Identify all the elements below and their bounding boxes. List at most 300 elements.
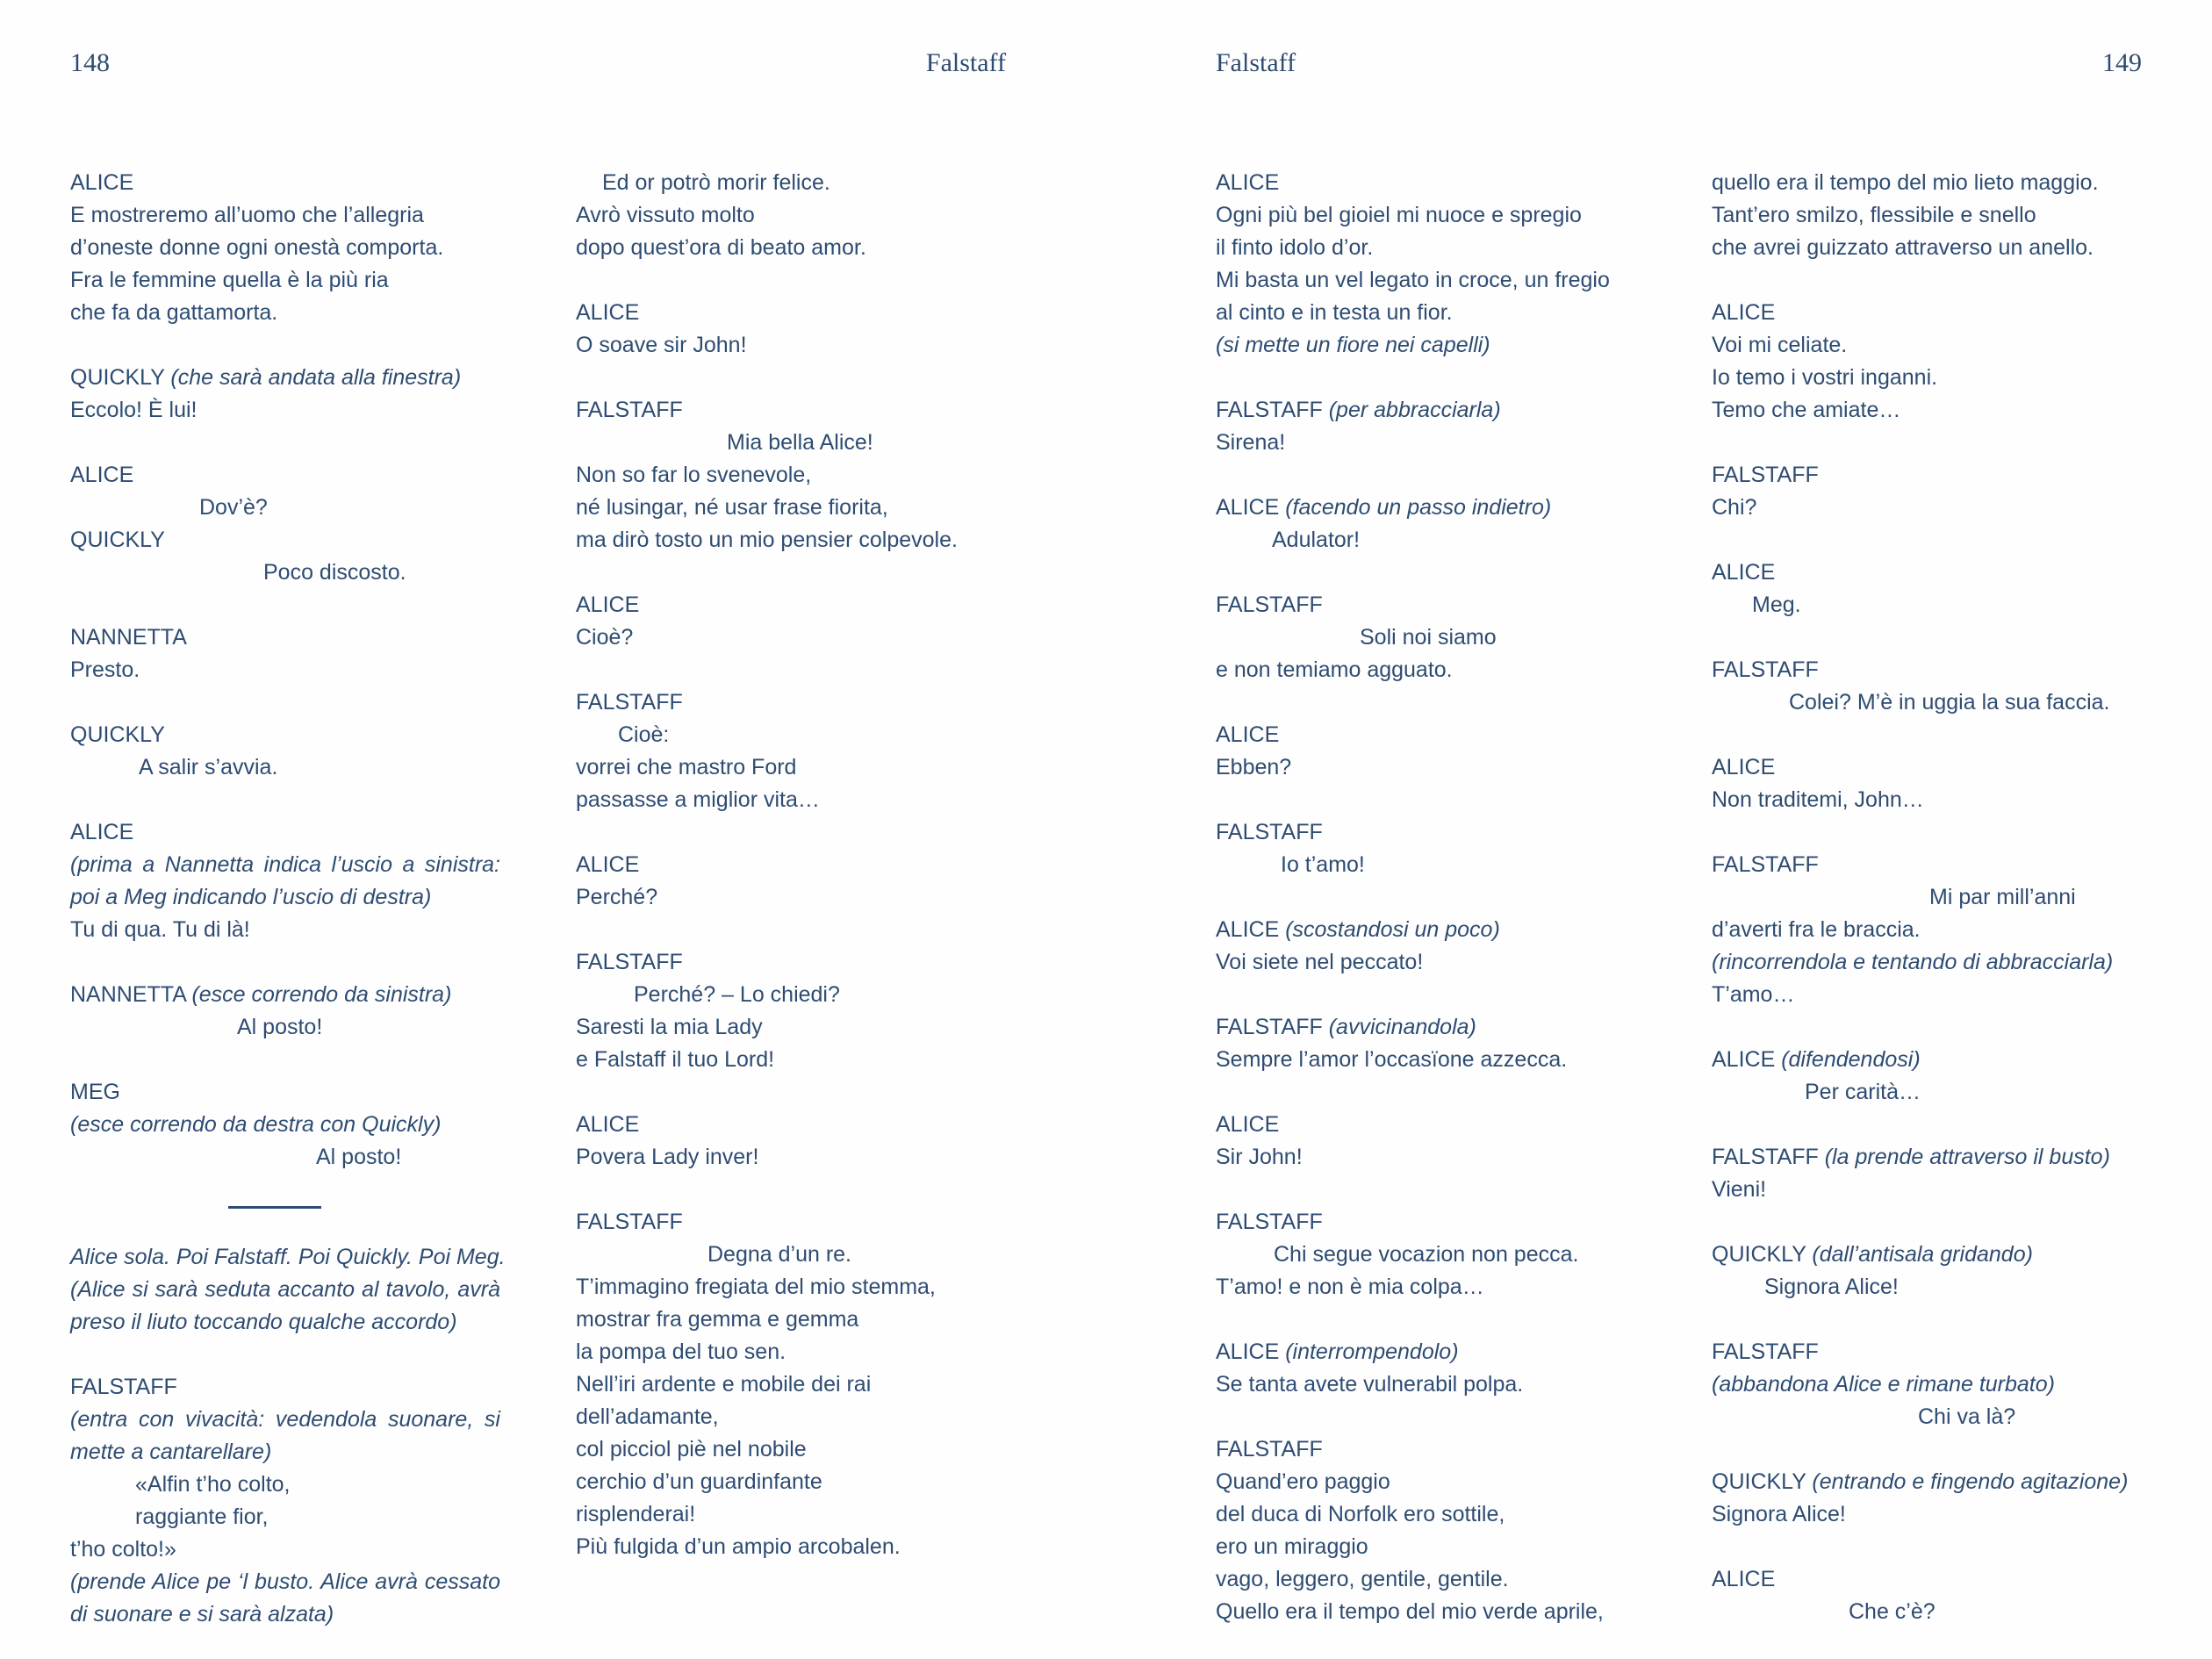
libretto-line [70, 1598, 500, 1631]
speaker-name: ALICE [576, 852, 640, 877]
libretto-line [1216, 199, 1646, 232]
page-number: 149 [2102, 48, 2142, 77]
stage-direction: (si mette un fiore nei capelli) [1216, 333, 1490, 357]
verse-text: Cioè: [618, 722, 670, 747]
speaker-name: ALICE [1712, 755, 1776, 779]
libretto-line [1216, 751, 1646, 784]
libretto-line [1712, 751, 2142, 784]
libretto-line [576, 167, 1006, 199]
libretto-line [1216, 1466, 1646, 1498]
dialogue-block [70, 459, 500, 589]
stage-direction: (la prende attraverso il busto) [1824, 1145, 2110, 1169]
stage-direction: (dall’antisala gridando) [1812, 1242, 2033, 1267]
verse-text: Al posto! [237, 1015, 323, 1039]
verse-text: Più fulgida d’un ampio arcobalen. [576, 1534, 901, 1559]
stage-direction: (abbandona Alice e rimane turbato) [1712, 1372, 2055, 1397]
stage-direction: (esce correndo da destra con Quickly) [70, 1112, 442, 1137]
verse-text: Colei? M’è in uggia la sua faccia. [1789, 690, 2110, 715]
verse-text: Saresti la mia Lady [576, 1015, 763, 1039]
dialogue-block [1712, 751, 2142, 816]
dialogue-block [70, 719, 500, 784]
libretto-line [1216, 946, 1646, 979]
libretto-line [1712, 881, 2142, 914]
libretto-line [1216, 1239, 1646, 1271]
dialogue-block [1712, 1044, 2142, 1109]
dialogue-block [576, 1206, 1006, 1563]
stage-direction: (per abbracciarla) [1328, 398, 1501, 422]
speaker-name: FALSTAFF [1712, 463, 1819, 487]
libretto-line [576, 1466, 1006, 1498]
libretto-line [70, 492, 500, 524]
text-columns [1216, 167, 2142, 1628]
verse-text: del duca di Norfolk ero sottile, [1216, 1502, 1505, 1526]
libretto-line [1712, 492, 2142, 524]
libretto-line [1712, 979, 2142, 1011]
libretto-line [1712, 914, 2142, 946]
stage-direction: (rincorrendola e tentando di abbracciarla) [1712, 950, 2114, 974]
dialogue-block [70, 816, 500, 946]
speaker-name: ALICE [70, 170, 134, 195]
libretto-line [576, 589, 1006, 621]
libretto-line [576, 621, 1006, 654]
libretto-line [70, 751, 500, 784]
verse-text: Mi basta un vel legato in croce, un fregio [1216, 268, 1610, 292]
verse-text: Ebben? [1216, 755, 1292, 779]
libretto-line [1216, 1206, 1646, 1239]
dialogue-block [1216, 589, 1646, 686]
speaker-name: NANNETTA [70, 982, 192, 1007]
verse-text: vago, leggero, gentile, gentile. [1216, 1567, 1509, 1591]
libretto-line [1216, 264, 1646, 297]
dialogue-block [576, 849, 1006, 914]
verse-text: Tant’ero smilzo, flessibile e snello [1712, 203, 2036, 227]
verse-text: Eccolo! È lui! [70, 398, 198, 422]
speaker-name: FALSTAFF [576, 690, 683, 715]
libretto-line [1216, 1498, 1646, 1531]
stage-direction: (interrompendolo) [1285, 1339, 1459, 1364]
verse-text: Signora Alice! [1712, 1502, 1846, 1526]
verse-text: Degna d’un re. [707, 1242, 852, 1267]
dialogue-block [1216, 719, 1646, 784]
libretto-line [70, 1404, 500, 1436]
dialogue-block [1712, 167, 2142, 264]
speaker-name: FALSTAFF [576, 398, 683, 422]
libretto-line [70, 1501, 500, 1533]
stage-direction: (entra con vivacità: vedendola suonare, si [70, 1407, 500, 1432]
dialogue-block [1712, 654, 2142, 719]
stage-direction: di suonare e si sarà alzata) [70, 1602, 334, 1627]
dialogue-block [1216, 1011, 1646, 1076]
verse-text: A salir s’avvia. [139, 755, 278, 779]
libretto-line [70, 1533, 500, 1566]
libretto-line [1216, 329, 1646, 362]
verse-text: T’amo! e non è mia colpa… [1216, 1275, 1484, 1299]
verse-text: dopo quest’ora di beato amor. [576, 235, 866, 260]
libretto-column-3 [1216, 167, 1646, 1628]
dialogue-block [1712, 297, 2142, 427]
stage-direction: mette a cantarellare) [70, 1440, 272, 1464]
libretto-line [1712, 1368, 2142, 1401]
libretto-line [1216, 394, 1646, 427]
verse-text: Io t’amo! [1281, 852, 1365, 877]
libretto-line [70, 1436, 500, 1469]
dialogue-block [1712, 459, 2142, 524]
libretto-line [1216, 427, 1646, 459]
verse-text: Sir John! [1216, 1145, 1303, 1169]
libretto-line [1216, 492, 1646, 524]
stage-direction: (entrando e fingendo agitazione) [1812, 1469, 2129, 1494]
libretto-line [70, 1241, 506, 1274]
libretto-line [70, 167, 500, 199]
verse-text: Perché? – Lo chiedi? [634, 982, 840, 1007]
speaker-name: ALICE [576, 1112, 640, 1137]
libretto-line [1216, 849, 1646, 881]
libretto-line [576, 199, 1006, 232]
dialogue-block [576, 589, 1006, 654]
libretto-line [1712, 654, 2142, 686]
libretto-line [1216, 1531, 1646, 1563]
libretto-line [1712, 1596, 2142, 1628]
libretto-line [576, 524, 1006, 557]
libretto-line [70, 1306, 500, 1339]
verse-text: Povera Lady inver! [576, 1145, 759, 1169]
dialogue-block [1216, 914, 1646, 979]
verse-text: Al posto! [316, 1145, 402, 1169]
dialogue-block [576, 1109, 1006, 1174]
libretto-line [1712, 362, 2142, 394]
libretto-line [576, 1011, 1006, 1044]
verse-text: Quand’ero paggio [1216, 1469, 1390, 1494]
libretto-line [1712, 1271, 2142, 1304]
libretto-line [70, 297, 500, 329]
libretto-line [1216, 621, 1646, 654]
speaker-name: FALSTAFF [70, 1375, 177, 1399]
libretto-line [1216, 816, 1646, 849]
libretto-line [70, 1566, 500, 1598]
dialogue-block [1216, 492, 1646, 557]
libretto-line [576, 686, 1006, 719]
libretto-line [576, 1044, 1006, 1076]
libretto-line [1712, 1563, 2142, 1596]
speaker-name: FALSTAFF [1216, 592, 1323, 617]
libretto-line [576, 297, 1006, 329]
dialogue-block [576, 167, 1006, 264]
dialogue-block [70, 167, 500, 329]
page-header-right [1216, 47, 2142, 79]
speaker-name: FALSTAFF [1216, 1210, 1323, 1234]
libretto-line [1712, 1174, 2142, 1206]
speaker-name: ALICE [1712, 300, 1776, 325]
verse-text: ma dirò tosto un mio pensier colpevole. [576, 528, 958, 552]
verse-text: Non traditemi, John… [1712, 787, 1924, 812]
libretto-line [1712, 1336, 2142, 1368]
speaker-name: FALSTAFF [1216, 1015, 1329, 1039]
verse-text: Ogni più bel gioiel mi nuoce e spregio [1216, 203, 1582, 227]
speaker-name: QUICKLY [70, 528, 165, 552]
verse-text: né lusingar, né usar frase fiorita, [576, 495, 888, 520]
verse-text: T’amo… [1712, 982, 1795, 1007]
libretto-line [1216, 1368, 1646, 1401]
speaker-name: FALSTAFF [1216, 398, 1329, 422]
verse-text: Mia bella Alice! [727, 430, 873, 455]
verse-text: Se tanta avete vulnerabil polpa. [1216, 1372, 1524, 1397]
libretto-line [576, 1141, 1006, 1174]
libretto-line [1712, 167, 2142, 199]
verse-text: Io temo i vostri inganni. [1712, 365, 1938, 390]
dialogue-block [576, 394, 1006, 557]
stage-direction: (facendo un passo indietro) [1285, 495, 1552, 520]
libretto-line [576, 1336, 1006, 1368]
libretto-line [576, 1368, 1006, 1401]
speaker-name: ALICE [1216, 1339, 1286, 1364]
speaker-name: ALICE [1216, 1112, 1280, 1137]
verse-text: Ed or potrò morir felice. [602, 170, 830, 195]
libretto-line [1712, 394, 2142, 427]
verse-text: Adulator! [1272, 528, 1361, 552]
stage-direction: preso il liuto toccando qualche accordo) [70, 1310, 457, 1334]
verse-text: Cioè? [576, 625, 634, 650]
stage-direction: (esce correndo da sinistra) [191, 982, 452, 1007]
libretto-line [576, 1304, 1006, 1336]
verse-text: Tu di qua. Tu di là! [70, 917, 250, 942]
verse-text: Avrò vissuto molto [576, 203, 755, 227]
verse-text: d’oneste donne ogni onestà comporta. [70, 235, 444, 260]
verse-text: E mostreremo all’uomo che l’allegria [70, 203, 424, 227]
verse-text: Vieni! [1712, 1177, 1767, 1202]
libretto-line [1216, 232, 1646, 264]
verse-text: T’immagino fregiata del mio stemma, [576, 1275, 936, 1299]
libretto-line [1712, 1141, 2142, 1174]
libretto-line [70, 914, 500, 946]
libretto-line [70, 1371, 500, 1404]
libretto-line [1216, 719, 1646, 751]
verse-text: Soli noi siamo [1360, 625, 1497, 650]
speaker-name: QUICKLY [70, 365, 171, 390]
verse-text: Signora Alice! [1764, 1275, 1899, 1299]
verse-text: Che c’è? [1849, 1599, 1936, 1624]
libretto-line [576, 1498, 1006, 1531]
libretto-line [576, 784, 1006, 816]
libretto-line [1216, 1596, 1646, 1628]
libretto-line [70, 459, 500, 492]
libretto-line [1216, 1141, 1646, 1174]
dialogue-block [1712, 849, 2142, 1011]
verse-text: Chi segue vocazion non pecca. [1274, 1242, 1579, 1267]
libretto-line [70, 557, 500, 589]
libretto-line [70, 654, 500, 686]
libretto-line [70, 232, 500, 264]
dialogue-block [1712, 1141, 2142, 1206]
stage-direction: poi a Meg indicando l’uscio di destra) [70, 885, 432, 909]
speaker-name: ALICE [1712, 1047, 1782, 1072]
dialogue-block [1216, 816, 1646, 881]
speaker-name: FALSTAFF [576, 1210, 683, 1234]
verse-text: mostrar fra gemma e gemma [576, 1307, 859, 1332]
libretto-line [1712, 459, 2142, 492]
speaker-name: ALICE [1712, 560, 1776, 585]
verse-text: vorrei che mastro Ford [576, 755, 797, 779]
verse-text: e non temiamo agguato. [1216, 657, 1453, 682]
verse-text: ero un miraggio [1216, 1534, 1368, 1559]
verse-text: Sirena! [1216, 430, 1286, 455]
speaker-name: ALICE [1216, 170, 1280, 195]
libretto-line [1216, 1336, 1646, 1368]
libretto-line [576, 979, 1006, 1011]
libretto-line [576, 232, 1006, 264]
libretto-line [1216, 1563, 1646, 1596]
stage-direction: (difendendosi) [1781, 1047, 1921, 1072]
stage-direction: (scostandosi un poco) [1285, 917, 1500, 942]
libretto-line [1712, 1044, 2142, 1076]
stage-direction: (prende Alice pe ‘l busto. Alice avrà cessato [70, 1569, 500, 1594]
libretto-line [576, 881, 1006, 914]
speaker-name: FALSTAFF [1712, 1145, 1825, 1169]
libretto-line [576, 849, 1006, 881]
stage-direction: (che sarà andata alla finestra) [170, 365, 462, 390]
dialogue-block [70, 1076, 500, 1174]
libretto-line [1712, 329, 2142, 362]
verse-text: il finto idolo d’or. [1216, 235, 1374, 260]
speaker-name: ALICE [1712, 1567, 1776, 1591]
verse-text: che avrei guizzato attraverso un anello. [1712, 235, 2094, 260]
libretto-line [576, 329, 1006, 362]
verse-text: quello era il tempo del mio lieto maggio. [1712, 170, 2099, 195]
libretto-line [1712, 199, 2142, 232]
libretto-line [1216, 914, 1646, 946]
libretto-line [576, 1206, 1006, 1239]
dialogue-block [70, 1206, 500, 1209]
libretto-line [1216, 1011, 1646, 1044]
libretto-column-4 [1712, 167, 2142, 1628]
libretto-line [70, 199, 500, 232]
libretto-line [70, 264, 500, 297]
libretto-line [1712, 1466, 2142, 1498]
verse-text: «Alfin t’ho colto, [135, 1472, 291, 1497]
libretto-line [1216, 1433, 1646, 1466]
libretto-line [1712, 849, 2142, 881]
libretto-line [1712, 232, 2142, 264]
page-header-left [70, 47, 1006, 79]
libretto-line [1216, 1109, 1646, 1141]
libretto-line [70, 849, 500, 881]
verse-text: Non so far lo svenevole, [576, 463, 812, 487]
libretto-line [70, 394, 500, 427]
libretto-line [576, 1271, 1006, 1304]
libretto-line [70, 1011, 500, 1044]
libretto-line [70, 1469, 500, 1501]
libretto-line [1712, 1239, 2142, 1271]
verse-text: passasse a miglior vita… [576, 787, 820, 812]
libretto-line [1216, 297, 1646, 329]
libretto-line [70, 719, 500, 751]
speaker-name: ALICE [1216, 917, 1286, 942]
libretto-line [1712, 557, 2142, 589]
verse-text: raggiante fior, [135, 1505, 269, 1529]
libretto-line [70, 979, 500, 1011]
libretto-line [576, 751, 1006, 784]
libretto-line [70, 621, 500, 654]
verse-text: Sempre l’amor l’occasïone azzecca. [1216, 1047, 1568, 1072]
libretto-line [1712, 1401, 2142, 1433]
libretto-line [1712, 1498, 2142, 1531]
dialogue-block [70, 1241, 506, 1339]
dialogue-block [70, 621, 500, 686]
libretto-line [1216, 167, 1646, 199]
verse-text: cerchio d’un guardinfante [576, 1469, 822, 1494]
libretto-line [70, 362, 500, 394]
libretto-line [576, 427, 1006, 459]
verse-text: e Falstaff il tuo Lord! [576, 1047, 775, 1072]
libretto-line [576, 1239, 1006, 1271]
dialogue-block [1216, 1433, 1646, 1628]
verse-text: la pompa del tuo sen. [576, 1339, 786, 1364]
running-title: Falstaff [925, 48, 1006, 77]
dialogue-block [70, 1371, 500, 1631]
libretto-line [576, 1109, 1006, 1141]
speaker-name: ALICE [576, 300, 640, 325]
scene-divider-rule [228, 1206, 321, 1209]
verse-text: d’averti fra le braccia. [1712, 917, 1921, 942]
verse-text: Voi siete nel peccato! [1216, 950, 1424, 974]
dialogue-block [1712, 557, 2142, 621]
libretto-line [576, 1531, 1006, 1563]
speaker-name: ALICE [70, 820, 134, 844]
dialogue-block [1216, 1336, 1646, 1401]
speaker-name: FALSTAFF [1216, 1437, 1323, 1462]
libretto-line [70, 1109, 500, 1141]
speaker-name: FALSTAFF [576, 950, 683, 974]
libretto-line [576, 459, 1006, 492]
libretto-line [1712, 297, 2142, 329]
speaker-name: QUICKLY [1712, 1242, 1813, 1267]
verse-text: che fa da gattamorta. [70, 300, 278, 325]
libretto-line [1216, 1044, 1646, 1076]
libretto-line [1712, 589, 2142, 621]
speaker-name: ALICE [70, 463, 134, 487]
page-number: 148 [70, 48, 110, 77]
verse-text: Meg. [1752, 592, 1801, 617]
verse-text: Voi mi celiate. [1712, 333, 1848, 357]
verse-text: Presto. [70, 657, 140, 682]
verse-text: risplenderai! [576, 1502, 696, 1526]
libretto-line [1216, 654, 1646, 686]
libretto-line [1712, 686, 2142, 719]
stage-direction: (Alice si sarà seduta accanto al tavolo, avrà [70, 1277, 500, 1302]
speaker-name: QUICKLY [1712, 1469, 1813, 1494]
libretto-line [70, 816, 500, 849]
libretto-line [1712, 946, 2142, 979]
verse-text: al cinto e in testa un fior. [1216, 300, 1453, 325]
speaker-name: FALSTAFF [1712, 1339, 1819, 1364]
libretto-line [70, 524, 500, 557]
verse-text: dell’adamante, [576, 1404, 719, 1429]
libretto-line [1712, 784, 2142, 816]
libretto-line [1216, 589, 1646, 621]
verse-text: Chi va là? [1918, 1404, 2016, 1429]
speaker-name: ALICE [576, 592, 640, 617]
speaker-name: MEG [70, 1080, 120, 1104]
libretto-line [576, 719, 1006, 751]
running-title: Falstaff [1216, 48, 1296, 77]
verse-text: O soave sir John! [576, 333, 747, 357]
stage-direction: (prima a Nannetta indica l’uscio a sinistra: [70, 852, 500, 877]
libretto-line [576, 1401, 1006, 1433]
speaker-name: ALICE [1216, 495, 1286, 520]
libretto-column-1 [70, 167, 506, 1631]
dialogue-block [70, 979, 500, 1044]
verse-text: col picciol piè nel nobile [576, 1437, 807, 1462]
speaker-name: NANNETTA [70, 625, 187, 650]
